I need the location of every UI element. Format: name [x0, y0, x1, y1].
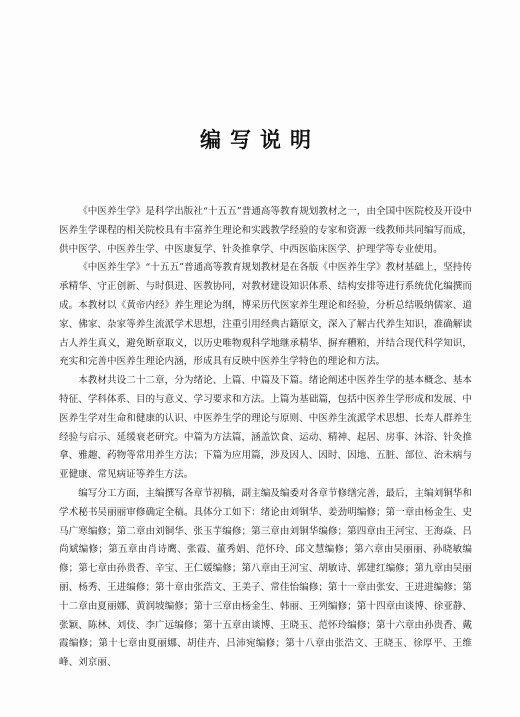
body-text	[59, 203, 472, 673]
paragraph-structure: 本教材共设二十二章，分为绪论、上篇、中篇及下篇。绪论阐述中医养生学的基本概念、基本特征、学科体系、目的与意义、学习要求和方法。上篇为基础篇，包括中医养生学形成和发展、中医养生学对生命和健康的认识、中医养生学的理论与原则、中医养生流派学术思想、长寿人群养生经验与启示、延缓衰老研究。中篇为方法篇，涵盖饮食、运动、精神、起居、房事、沐浴、针灸推拿、雅趣、药物等常用养生方法；下篇为应用篇，涉及因人、因时、因地、五脏、部位、治未病与亚健康、常见病证等养生方法。	[59, 375, 472, 481]
page-title: 编写说明	[200, 127, 320, 152]
paragraph-compilation: 《中医养生学》“十五五”普通高等教育规划教材是在各版《中医养生学》教材基础上，坚持传承精华、守正创新、与时俱进、医教协同，对教材建设知识体系、结构安排等进行系统优化编撰而成。本教材以《黄帝内经》养生理论为纲，博采历代医家养生理论和经验，分析总结吸纳儒家、道家、佛家、杂家等养生流派学术思想，注重引用经典古籍原文，深入了解古代养生知识，准确解读古人养生真义，避免断章取义，以历史唯物观科学地继承精华、摒弃糟粕，并结合现代科学知识，充实和完善中医养生理论内涵，形成具有反映中医养生学特色的理论和方法。	[59, 262, 472, 368]
paragraph-intro: 《中医养生学》是科学出版社“十五五”普通高等教育规划教材之一，由全国中医院校及开设中医养生学课程的相关院校具有丰富养生理论和实践教学经验的专家和资源一线教师共同编写而成，供中医学、中医养生学、中医康复学、针灸推拿学、中西医临床医学、护理学等专业使用。	[59, 206, 472, 255]
paragraph-authors: 编写分工方面，主编撰写各章节初稿，副主编及编委对各章节修缮完善，最后，主编刘铜华和学术秘书吴丽丽审修确定全稿。具体分工如下：绪论由刘铜华、姜劲明编修；第一章由杨金生、史马广寒编修；第二章由刘铜华、张玉芋编修；第三章由刘铜华编修；第四章由王河宝、王海焱、吕尚斌编修；第五章由肖诗鹰、张霞、董秀娟、范怀玲、邱文慧编修；第六章由吴丽丽、孙晓敏编修；第七章由孙贵香、辛宝、王仁媛编修；第八章由王河宝、胡敏诗、郭建红编修；第九章由吴丽丽、杨秀、王进编修；第十章由张浩文、王美子、常佳怡编修；第十一章由张安、王进进编修；第十二章由夏丽娜、黄润坡编修；第十三章由杨金生、韩丽、王列编修；第十四章由谈博、徐亚静、张颖、陈林、刘伎、李广远编修；第十五章由谈博、王晓玉、范怀玲编修；第十六章由孙贵香、戴霞编修；第十七章由夏丽娜、胡佳卉、吕沛宛编修；第十八章由张浩文、王晓玉、徐厚平、王维峰、刘京丽、	[59, 487, 472, 669]
